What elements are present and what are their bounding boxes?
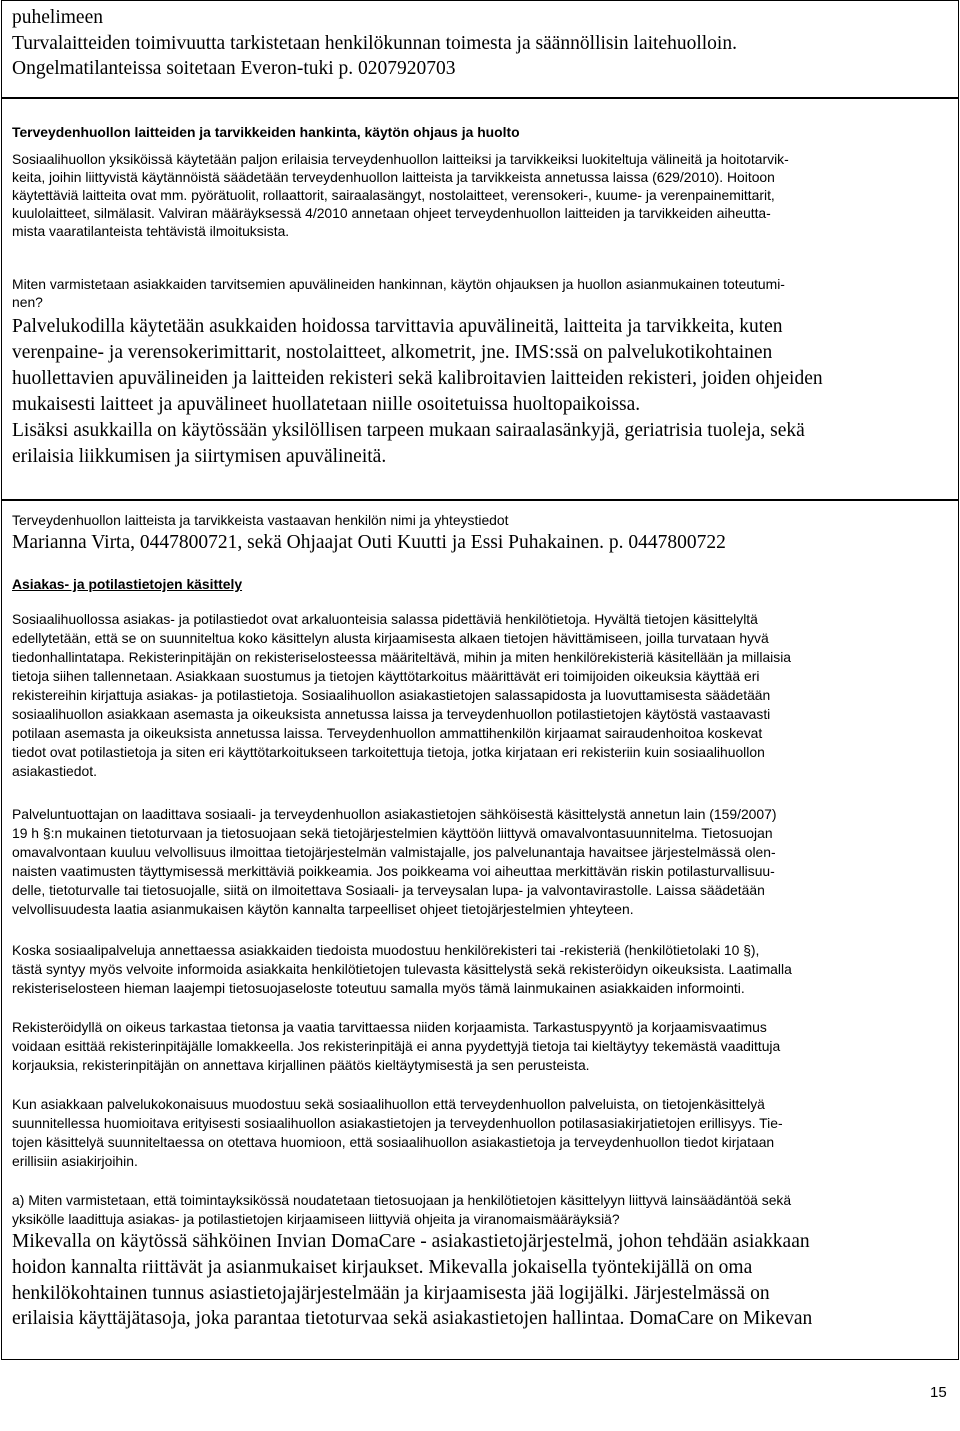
text-line: tiedonhallintatapa. Rekisterinpitäjän on rekisteriselosteessa määriteltävä, mihin ja miten henkilörekisteriä käsitellään ja millaisia — [12, 649, 792, 665]
text-line: yksikölle laadittuja asiakas- ja potilastietojen kirjaamiseen liittyviä ohjeita ja viranomaismääräyksiä? — [12, 1211, 620, 1227]
text-line: erilaisia liikkumisen ja siirtymisen apuvälineitä. — [12, 446, 387, 467]
text-line: Miten varmistetaan asiakkaiden tarvitsemien apuvälineiden hankinnan, käytön ohjauksen ja huollon asianmukainen toteutumi- — [12, 276, 785, 292]
text-line: mukaisesti laitteet ja apuvälineet huollatetaan niille osoitetuissa huoltopaikoissa. — [12, 394, 641, 415]
text-line: tietoja siihen tallennetaan. Asiakkaan suostumus ja tietojen käyttötarkoitus määrittävät eri toimijoiden oikeuksia käyttää eri — [12, 668, 760, 684]
text-line: korjauksia, rekisterinpitäjän on annettava kirjallinen päätös kieltäytymisestä ja sen perusteista. — [12, 1057, 590, 1073]
text-line: 19 h §:n mukainen tietoturvaan ja tietosuojaan sekä tietojärjestelmien käyttöön liittyvä omavalvontasuunnitelma. Tietosuojan — [12, 825, 773, 841]
text-line: Rekisteröidyllä on oikeus tarkastaa tietonsa ja vaatia tarvittaessa niiden korjaamista. Tarkastuspyyntö ja korjaamisvaatimus — [12, 1019, 767, 1035]
text-line: nen? — [12, 294, 43, 310]
text-line: tästä syntyy myös velvoite informoida asiakkaita henkilötietojen tulevasta käsittelystä sekä rekisteröidyn oikeuksista. Laatimalla — [12, 961, 792, 977]
text-line: sosiaalihuollon asiakkaan asemasta ja oikeuksista annetussa laissa ja terveydenhuollon potilastietojen käytöstä vastaavasti — [12, 706, 771, 722]
text-line: keita, joihin liittyvistä käytännöistä säädetään terveydenhuollon laitteista ja tarvikkeista annetussa laissa (629/2010). Hoitoon — [12, 169, 775, 185]
text-line: kuulolaitteet, silmälasit. Valviran määräyksessä 4/2010 annetaan ohjeet terveydenhuollon laitteiden ja tarvikkeiden aiheutta- — [12, 205, 771, 221]
text-line: tiedot ovat potilastietoja ja siten eri käyttötarkoitukseen tarkoitettuja tietoja, jotka kirjataan eri rekisteriin kuin sosiaalihuollon — [12, 744, 765, 760]
text-line: verenpaine- ja verensokerimittarit, nostolaitteet, alkometrit, jne. IMS:ssä on palvelukotikohtainen — [12, 342, 773, 363]
text-line: omavalvontaan kuuluu velvollisuus ilmoittaa tietojärjestelmän valmistajalle, jos palvelunantaja havaitsee järjestelmässä olen- — [12, 844, 776, 860]
text-line: Lisäksi asukkailla on käytössään yksilöllisen tarpeen mukaan sairaalasänkyjä, geriatrisia tuoleja, sekä — [12, 420, 805, 441]
text-line: erillisiin asiakirjoihin. — [12, 1153, 138, 1169]
text-line: tojen käsittelyä suunniteltaessa on otettava huomioon, että sosiaalihuollon asiakastietoja ja terveydenhuollon tiedot kirjataan — [12, 1134, 775, 1150]
responsible-person-value: Marianna Virta, 0447800721, sekä Ohjaajat Outi Kuutti ja Essi Puhakainen. p. 0447800722 — [12, 532, 726, 553]
text-line: edellytetään, että se on suunniteltua koko käsittelyn alusta kirjaamisesta alkaen tietojen hävittämiseen, joilla turvataan hyvä — [12, 630, 769, 646]
text-line: erilaisia käyttäjätasoja, joka parantaa tietoturvaa sekä asiakastietojen hallintaa. DomaCare on Mikevan — [12, 1308, 813, 1329]
text-line: velvollisuudesta laatia asianmukaisen käytön kannalta tarpeelliset ohjeet tietojärjestelmien yhteyteen. — [12, 901, 634, 917]
text-line: Turvalaitteiden toimivuutta tarkistetaan henkilökunnan toimesta ja säännöllisin laitehuolloin. — [12, 32, 737, 54]
text-line: hoidon kannalta riittävät ja asianmukaiset kirjaukset. Mikevalla jokaisella työntekijällä on oma — [12, 1257, 753, 1278]
section-heading: Asiakas- ja potilastietojen käsittely — [12, 576, 243, 592]
text-line: Koska sosiaalipalveluja annettaessa asiakkaiden tiedoista muodostuu henkilörekisteri tai -rekisteriä (henkilötietolaki 10 §), — [12, 942, 760, 958]
responsible-person-label: Terveydenhuollon laitteista ja tarvikkeista vastaavan henkilön nimi ja yhteystiedot — [12, 512, 509, 528]
text-line: asiakastiedot. — [12, 763, 97, 779]
text-line: a) Miten varmistetaan, että toimintayksikössä noudatetaan tietosuojaan ja henkilötietojen käsittelyyn liittyvä lainsäädäntöä sekä — [12, 1192, 792, 1208]
section-heading: Terveydenhuollon laitteiden ja tarvikkeiden hankinta, käytön ohjaus ja huolto — [12, 124, 520, 140]
text-line: puhelimeen — [12, 7, 103, 28]
text-line: henkilökohtainen tunnus asiastietojajärjestelmään ja kirjaamisesta jää logijälki. Järjestelmässä on — [12, 1283, 770, 1304]
text-line: Mikevalla on käytössä sähköinen Invian DomaCare - asiakastietojärjestelmä, johon tehdään asiakkaan — [12, 1231, 810, 1252]
text-line: mista vaaratilanteista tehtävistä ilmoituksista. — [12, 223, 290, 239]
text-line: Palveluntuottajan on laadittava sosiaali- ja terveydenhuollon asiakastietojen sähköisestä käsittelystä annetun lain (159/2007) — [12, 806, 777, 822]
text-line: Ongelmatilanteissa soitetaan Everon-tuki p. 0207920703 — [12, 58, 456, 79]
text-line: Sosiaalihuollon yksiköissä käytetään paljon erilaisia terveydenhuollon laitteiksi ja tarvikkeiksi luokiteltuja välineitä ja hoitotarvik- — [12, 151, 789, 167]
text-line: Kun asiakkaan palvelukokonaisuus muodostuu sekä sosiaalihuollon että terveydenhuollon palveluista, on tietojenkäsittelyä — [12, 1096, 765, 1112]
text-line: Palvelukodilla käytetään asukkaiden hoidossa tarvittavia apuvälineitä, laitteita ja tarvikkeita, kuten — [12, 316, 783, 337]
text-line: potilaan asemasta ja oikeuksista annetussa laissa. Terveydenhuollon ammattihenkilön kirjaamat sairaudenhoitoa koskevat — [12, 725, 763, 741]
text-line: rekistereihin kirjattuja asiakas- ja potilastietoja. Sosiaalihuollon asiakastietojen salassapidosta ja luovuttamisesta säädetään — [12, 687, 771, 703]
text-line: Sosiaalihuollossa asiakas- ja potilastiedot ovat arkaluonteisia salassa pidettäviä henkilötietoja. Hyvältä tietojen käsittelyltä — [12, 611, 758, 627]
text-line: rekisteriselosteen hieman laajempi tietosuojaseloste toteutuu samalla myös tämä lainmukainen asiakkaiden informointi. — [12, 980, 745, 996]
text-line: suunnitellessa huomioitava erityisesti sosiaalihuollon asiakastietojen ja terveydenhuollon potilasasiakirjatietojen erillisyys. Tie- — [12, 1115, 783, 1131]
text-line: voidaan esittää rekisterinpitäjälle lomakkeella. Jos rekisterinpitäjä ei anna pyydettyjä tietoja tai kieltäytyy tekemästä vaadittuja — [12, 1038, 781, 1054]
text-line: käytettäviä laitteita ovat mm. pyörätuolit, rollaattorit, sairaalasängyt, nostolaitteet, verensokeri-, kuume- ja verenpainemittarit, — [12, 187, 775, 203]
text-line: delle, tietoturvalle tai tietosuojalle, siitä on ilmoitettava Sosiaali- ja terveysalan lupa- ja valvontavirastolle. Laissa säädetään — [12, 882, 765, 898]
text-line: naisten vaatimusten täyttymisessä merkittäviä poikkeamia. Jos poikkeama voi aiheuttaa merkittävän riskin potilasturvallisuu- — [12, 863, 775, 879]
text-line: huollettavien apuvälineiden ja laitteiden rekisteri sekä kalibroitavien laitteiden rekisteri, joiden ohjeiden — [12, 368, 823, 389]
page-number: 15 — [930, 1384, 947, 1401]
